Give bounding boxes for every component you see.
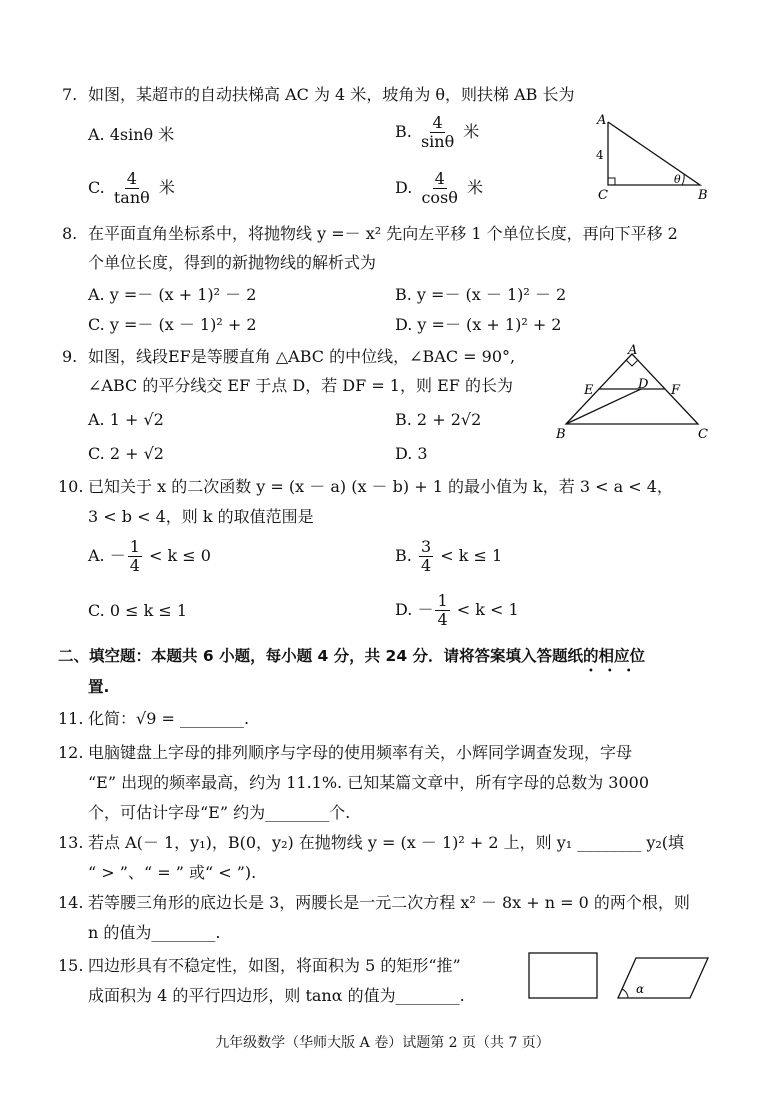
q11-text: 化简：√9 = ________. xyxy=(88,709,250,728)
q10-number: 10. xyxy=(58,477,84,496)
q7-option-b-unit: 米 xyxy=(463,122,480,141)
q7-label-b: B xyxy=(698,188,708,202)
section2-heading-cont: 置. xyxy=(88,678,110,696)
q10-d-den: 4 xyxy=(437,610,448,629)
q10-b-fraction xyxy=(419,538,433,575)
q14-line2: n 的值为________. xyxy=(88,923,221,942)
q8-line1: 在平面直角坐标系中，将抛物线 y =－ x² 先向左平移 1 个单位长度，再向下平移 2 xyxy=(88,224,678,243)
emphasis-dots: ••• xyxy=(588,666,645,677)
q10-d-fraction xyxy=(435,592,449,629)
q7-option-c xyxy=(88,170,175,207)
q9-label-b: B xyxy=(556,427,566,442)
q7-option-a: A. 4sinθ 米 xyxy=(88,125,175,144)
section2-heading: 二、填空题：本题共 6 小题，每小题 4 分，共 24 分．请将答案填入答题纸的相应位 xyxy=(58,647,646,665)
q10-b-num: 3 xyxy=(420,537,432,556)
q8-option-a: A. y =－ (x + 1)² － 2 xyxy=(88,285,257,304)
q8-option-c: C. y =－ (x － 1)² + 2 xyxy=(88,315,257,334)
q9-number: 9. xyxy=(62,347,78,366)
q7-option-c-unit: 米 xyxy=(158,178,175,197)
q7-d-num: 4 xyxy=(434,169,445,188)
q9-label-a: A xyxy=(628,343,638,358)
q8-line2: 个单位长度，得到的新抛物线的解析式为 xyxy=(88,253,377,272)
q10-option-b xyxy=(395,538,502,575)
q9-label-d: D xyxy=(638,377,649,392)
q7-stem: 如图，某超市的自动扶梯高 AC 为 4 米，坡角为 θ，则扶梯 AB 长为 xyxy=(88,85,575,104)
q7-option-d-unit: 米 xyxy=(466,178,483,197)
q13-number: 13. xyxy=(58,833,84,852)
q7-option-d-fraction xyxy=(419,170,459,207)
q10-a-fraction xyxy=(128,538,142,575)
q15-number: 15. xyxy=(58,956,84,975)
q15-angle-arc xyxy=(622,989,628,998)
page-footer: 九年级数学（华师大版 A 卷）试题第 2 页（共 7 页） xyxy=(215,1035,550,1051)
q7-option-b xyxy=(395,114,479,151)
q15-label-alpha: α xyxy=(636,982,645,996)
q7-option-b-prefix: B. xyxy=(395,122,412,141)
q9-right-angle-mark xyxy=(626,360,638,366)
q8-number: 8. xyxy=(62,224,78,243)
q9-option-b: B. 2 + 2√2 xyxy=(395,410,482,429)
q10-a-num: 1 xyxy=(129,537,140,556)
q10-a-sign: － xyxy=(109,546,126,565)
q15-rectangle xyxy=(529,953,597,998)
q7-option-d-prefix: D. xyxy=(395,178,413,197)
q7-b-num: 4 xyxy=(432,113,443,132)
q7-option-c-prefix: C. xyxy=(88,178,105,197)
q9-option-d: D. 3 xyxy=(395,444,428,463)
q8-option-b: B. y =－ (x － 1)² － 2 xyxy=(395,285,567,304)
q13-line2: “ > ”、“ = ” 或“ < ”). xyxy=(88,863,257,882)
q9-line1: 如图，线段EF是等腰直角 △ABC 的中位线，∠BAC = 90°, xyxy=(88,347,516,366)
q9-bisector-bd xyxy=(566,389,641,424)
q10-d-tail: < k < 1 xyxy=(456,600,519,619)
q15-parallelogram xyxy=(618,958,708,998)
q10-b-prefix: B. xyxy=(395,546,412,565)
q10-d-sign: － xyxy=(417,600,434,619)
q9-line2: ∠ABC 的平分线交 EF 于点 D，若 DF = 1，则 EF 的长为 xyxy=(88,376,513,395)
q10-d-num: 1 xyxy=(437,591,448,610)
q10-option-a xyxy=(88,538,211,575)
q12-line1: 电脑键盘上字母的排列顺序与字母的使用频率有关，小辉同学调查发现，字母 xyxy=(88,743,633,762)
q10-b-tail: < k ≤ 1 xyxy=(440,546,503,565)
q13-line1: 若点 A(－ 1，y₁)，B(0，y₂) 在抛物线 y = (x － 1)² + 2 上，则 y₁ ________ y₂(填 xyxy=(88,833,685,852)
q7-option-d xyxy=(395,170,483,207)
q9-label-f: F xyxy=(671,383,681,398)
q10-a-tail: < k ≤ 0 xyxy=(149,546,211,565)
q15-line1: 四边形具有不稳定性，如图，将面积为 5 的矩形“推” xyxy=(88,956,461,975)
q10-option-d xyxy=(395,592,519,629)
q7-option-c-fraction xyxy=(112,170,152,207)
q7-number: 7. xyxy=(62,85,78,104)
q7-triangle-figure xyxy=(590,110,720,202)
q10-line2: 3 < b < 4，则 k 的取值范围是 xyxy=(88,507,314,526)
q12-number: 12. xyxy=(58,743,84,762)
q7-option-b-fraction xyxy=(419,114,456,151)
q9-label-e: E xyxy=(584,383,594,398)
q7-c-num: 4 xyxy=(126,169,137,188)
q14-number: 14. xyxy=(58,893,84,912)
q9-option-a: A. 1 + √2 xyxy=(88,410,164,429)
q7-label-angle: θ xyxy=(674,173,681,186)
q7-b-den: sinθ xyxy=(420,132,455,151)
q7-label-side: 4 xyxy=(596,148,604,162)
q10-d-prefix: D. xyxy=(395,600,413,619)
q11-number: 11. xyxy=(58,709,84,728)
q7-label-c: C xyxy=(598,188,608,202)
q7-right-angle-mark xyxy=(608,178,615,185)
q10-line1: 已知关于 x 的二次函数 y = (x － a) (x － b) + 1 的最小值为 k，若 3 < a < 4， xyxy=(88,477,673,496)
q10-b-den: 4 xyxy=(420,556,432,575)
q9-triangle-figure xyxy=(552,342,722,442)
q12-line2: “E” 出现的频率最高，约为 11.1%. 已知某篇文章中，所有字母的总数为 3000 xyxy=(88,773,650,792)
q7-label-a: A xyxy=(597,113,607,128)
q10-a-prefix: A. xyxy=(88,546,105,565)
q15-line2: 成面积为 4 的平行四边形，则 tanα 的值为________. xyxy=(88,986,465,1005)
q7-c-den: tanθ xyxy=(113,188,150,207)
q9-option-c: C. 2 + √2 xyxy=(88,444,164,463)
q7-angle-arc xyxy=(682,174,684,185)
q9-label-c: C xyxy=(698,427,708,442)
q10-a-den: 4 xyxy=(129,556,140,575)
q8-option-d: D. y =－ (x + 1)² + 2 xyxy=(395,315,562,334)
q7-triangle xyxy=(608,122,700,185)
q14-line1: 若等腰三角形的底边长是 3，两腰长是一元二次方程 x² － 8x + n = 0 的两个根，则 xyxy=(88,893,690,912)
q7-d-den: cosθ xyxy=(421,188,458,207)
q12-line3: 个，可估计字母“E” 约为________个. xyxy=(88,803,351,822)
q10-option-c: C. 0 ≤ k ≤ 1 xyxy=(88,601,188,620)
q15-figure xyxy=(520,948,720,1004)
